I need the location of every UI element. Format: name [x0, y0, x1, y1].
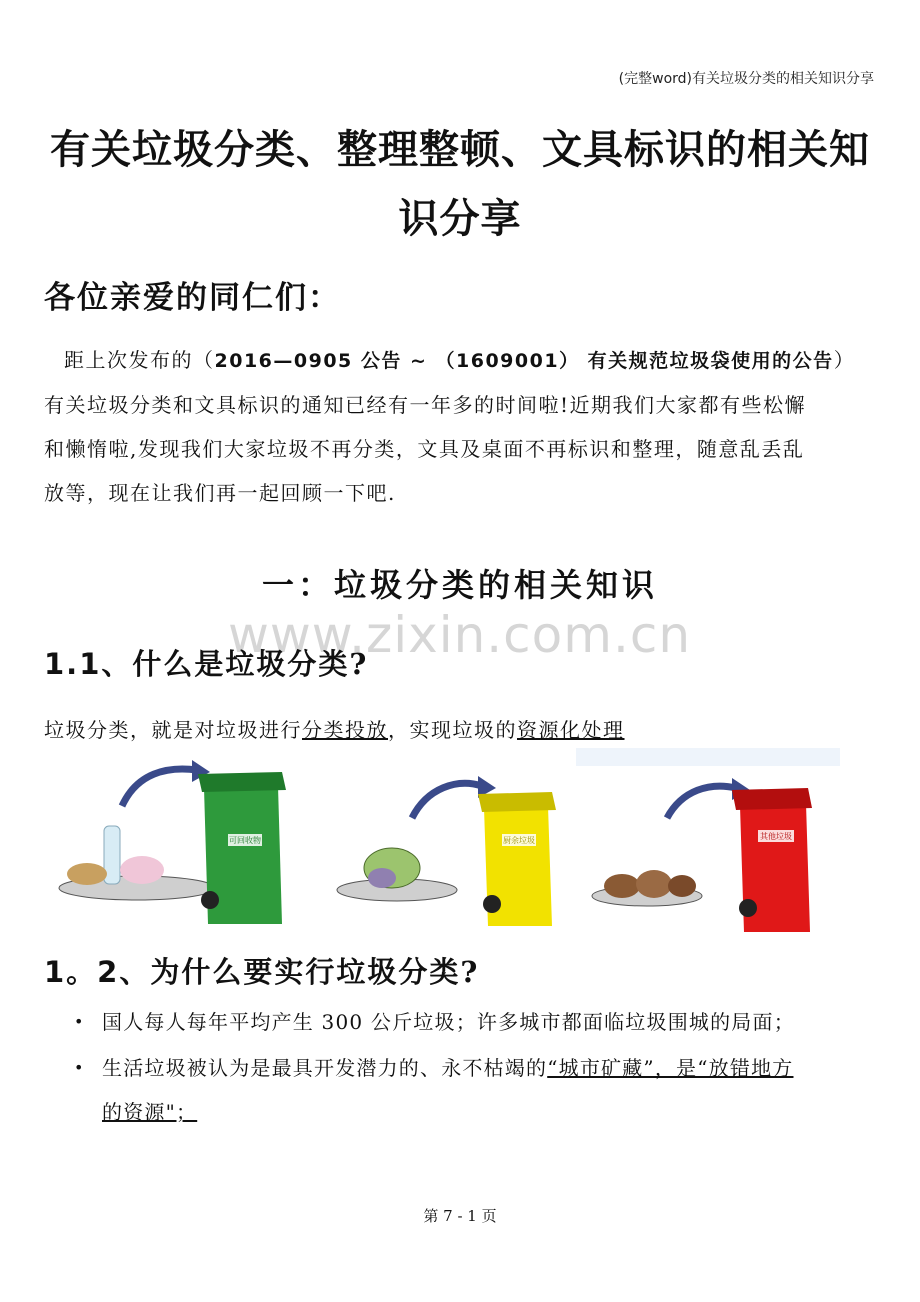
waste-icon	[668, 875, 696, 897]
intro-paragraph	[44, 338, 876, 515]
document-title-line-1: 有关垃圾分类、整理整顿、文具标识的相关知	[50, 126, 870, 173]
illustration-backdrop	[576, 748, 840, 766]
kitchen-bin-scene	[337, 776, 556, 926]
bin-wheel	[739, 899, 757, 917]
intro-tail: ）	[833, 348, 856, 372]
bag-icon	[120, 856, 164, 884]
other-bin-scene	[592, 778, 812, 932]
bullet-list	[74, 1000, 880, 1140]
definition-mid: ，实现垃圾的	[388, 718, 517, 742]
recyclable-bin-scene	[59, 760, 286, 924]
bullet-2-prefix: 生活垃圾被认为是最具开发潜力的、永不枯竭的	[102, 1056, 548, 1080]
definition-prefix: 垃圾分类，就是对垃圾进行	[44, 718, 302, 742]
subsection-1-1-text: 、什么是垃圾分类?	[101, 647, 369, 681]
waste-icon	[636, 870, 672, 898]
intro-line-3: 和懒惰啦,发现我们大家垃圾不再分类，文具及桌面不再标识和整理，随意乱丢乱	[44, 437, 805, 461]
bin-wheel	[483, 895, 501, 913]
food-scraps-icon	[368, 868, 396, 888]
subsection-1-2-text: 、为什么要实行垃圾分类?	[119, 955, 480, 989]
subsection-1-2-title	[44, 950, 479, 991]
red-bin-lid	[732, 788, 812, 810]
subsection-1-2-number: 1。2	[44, 955, 120, 989]
waste-icon	[604, 874, 640, 898]
bullet-dot: •	[74, 1058, 85, 1077]
definition-underline-1: 分类投放	[302, 718, 388, 742]
bin-wheel	[201, 891, 219, 909]
can-icon	[67, 863, 107, 885]
green-bin-label: 可回收物	[229, 836, 261, 845]
bullet-2-underline: “城市矿藏”，是“放错地方	[547, 1056, 794, 1080]
header-note: (完整word)有关垃圾分类的相关知识分享	[618, 71, 874, 87]
bullet-2-line-2	[102, 1090, 882, 1134]
definition-line	[44, 714, 625, 743]
trash-bins-illustration	[42, 748, 842, 943]
arrow-icon	[122, 769, 197, 806]
arrow-icon	[667, 786, 736, 818]
page-footer: 第 7 - 1 页	[423, 1207, 497, 1225]
subsection-1-1-title	[44, 642, 368, 683]
intro-bold-reference: 2016—0905 公告 ~ （1609001） 有关规范垃圾袋使用的公告	[214, 350, 834, 372]
arrow-icon	[412, 783, 482, 818]
bullet-1: 国人每人每年平均产生 300 公斤垃圾；许多城市都面临垃圾围城的局面；	[102, 1010, 795, 1034]
subsection-1-1-number: 1.1	[44, 647, 102, 681]
intro-lead: 距上次发布的（	[64, 348, 215, 372]
red-bin-label: 其他垃圾	[760, 832, 792, 841]
intro-line-4: 放等，现在让我们再一起回顾一下吧.	[44, 481, 396, 505]
watermark: www.zixin.com.cn	[228, 606, 692, 664]
green-bin-lid	[198, 772, 286, 792]
yellow-bin-label: 厨余垃圾	[503, 836, 535, 845]
bullet-2-continuation: 的资源"；	[102, 1100, 198, 1124]
intro-line-2: 有关垃圾分类和文具标识的通知已经有一年多的时间啦!近期我们大家都有些松懈	[44, 393, 807, 417]
intro-line-1	[44, 338, 876, 383]
bullet-dot: •	[74, 1012, 85, 1031]
section-1-title: 一：垃圾分类的相关知识	[261, 566, 658, 604]
bullet-2	[102, 1046, 882, 1134]
definition-underline-2: 资源化处理	[517, 718, 625, 742]
greeting: 各位亲爱的同仁们：	[44, 280, 341, 316]
bullet-2-line-1	[102, 1046, 882, 1090]
yellow-bin-lid	[478, 792, 556, 812]
document-title-line-2: 识分享	[398, 195, 522, 242]
